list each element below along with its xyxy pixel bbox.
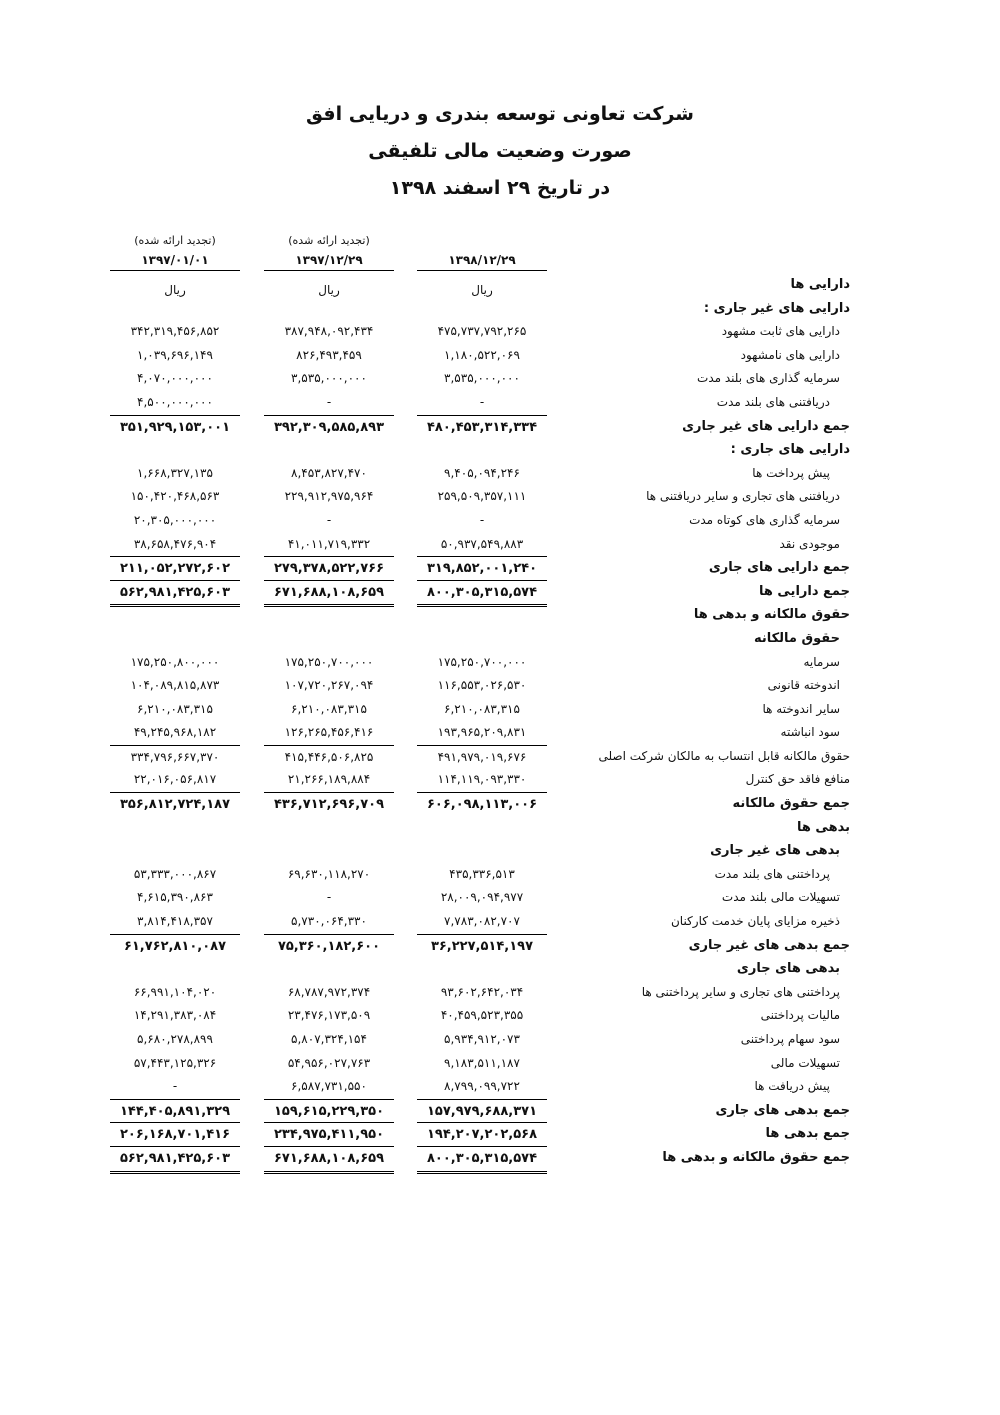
table-row (0, 1146, 1000, 1170)
column-date: ۱۳۹۷/۰۱/۰۱ (110, 250, 240, 271)
column-date: ۱۳۹۸/۱۲/۲۹ (417, 250, 547, 271)
row-value (110, 839, 240, 863)
table-row (0, 509, 1000, 533)
row-label: بدهی ها (797, 819, 850, 835)
row-value: ۲۲,۰۱۶,۰۵۶,۸۱۷ (133, 772, 217, 787)
row-label: جمع بدهی ها (765, 1126, 850, 1142)
table-row (0, 344, 1000, 368)
row-value: ۳۴۲,۳۱۹,۴۵۶,۸۵۲ (130, 324, 220, 339)
table-row (0, 1099, 1000, 1123)
row-value: - (326, 512, 332, 527)
row-value: ۳۸۷,۹۴۸,۰۹۲,۴۳۴ (284, 324, 374, 339)
row-label: سود سهام پرداختنی (740, 1032, 840, 1046)
row-value: ۲۰۶,۱۶۸,۷۰۱,۴۱۶ (110, 1122, 240, 1147)
table-row (0, 320, 1000, 344)
row-label: بدهی های جاری (736, 961, 840, 977)
statement-header (0, 96, 1000, 207)
row-value: ۴۱۵,۴۴۶,۵۰۶,۸۲۵ (264, 745, 394, 770)
row-value: ۲۱,۲۶۶,۱۸۹,۸۸۴ (287, 772, 371, 787)
row-value: ۳,۵۳۵,۰۰۰,۰۰۰ (291, 371, 367, 386)
row-value: ۳,۸۱۴,۴۱۸,۳۵۷ (137, 914, 213, 929)
row-value (417, 603, 547, 627)
row-value: ۹۳,۶۰۲,۶۴۲,۰۳۴ (440, 984, 524, 999)
row-value (264, 957, 394, 981)
row-value: ۶۷۱,۶۸۸,۱۰۸,۶۵۹ (264, 580, 394, 608)
row-value: ۲۱۱,۰۵۲,۲۷۲,۶۰۲ (110, 556, 240, 581)
row-value: ۳۹۲,۳۰۹,۵۸۵,۸۹۳ (264, 415, 394, 440)
row-label: پرداختنی های بلند مدت (714, 866, 830, 881)
table-row (0, 627, 1000, 651)
row-value: ۶,۵۸۷,۷۳۱,۵۵۰ (291, 1079, 367, 1094)
row-label: ذخیره مزایای پایان خدمت کارکنان (670, 914, 840, 929)
table-row (0, 1075, 1000, 1099)
table-row (0, 556, 1000, 580)
row-value: ۶۸,۷۸۷,۹۷۲,۳۷۴ (287, 984, 371, 999)
row-value: - (326, 394, 332, 409)
row-value: ۲۷۹,۳۷۸,۵۲۲,۷۶۶ (264, 556, 394, 581)
row-value: ۶,۲۱۰,۰۸۳,۳۱۵ (137, 701, 213, 716)
row-label: دارایی های غیر جاری : (703, 300, 850, 316)
row-value (110, 957, 240, 981)
row-label: حقوق مالکانه قابل انتساب به مالکان شرکت اصلی (598, 748, 850, 763)
row-value (417, 438, 547, 462)
row-value: ۳۳۴,۷۹۶,۶۶۷,۳۷۰ (110, 745, 240, 770)
row-value: ۴۸۰,۴۵۳,۳۱۴,۳۳۴ (417, 415, 547, 440)
table-row (0, 603, 1000, 627)
table-row (0, 698, 1000, 722)
row-value: ۱۱۶,۵۵۳,۰۲۶,۵۳۰ (437, 678, 527, 693)
row-value: ۵۳,۳۳۳,۰۰۰,۸۶۷ (133, 866, 217, 881)
row-value: ۱۴۴,۴۰۵,۸۹۱,۳۲۹ (110, 1099, 240, 1124)
table-row (0, 839, 1000, 863)
row-label: سود انباشته (780, 725, 840, 740)
table-row (0, 367, 1000, 391)
table-row (0, 533, 1000, 557)
row-label: اندوخته قانونی (767, 678, 840, 693)
row-value: ۴۳۵,۳۳۶,۵۱۳ (449, 866, 515, 881)
table-row (0, 957, 1000, 981)
row-value: ۵,۸۰۷,۳۲۴,۱۵۴ (291, 1032, 367, 1046)
table-body (0, 297, 1000, 1170)
section-heading-assets (0, 273, 1000, 297)
row-value: ۶,۲۱۰,۰۸۳,۳۱۵ (291, 701, 367, 716)
row-value: ۵,۹۳۴,۹۱۲,۰۷۳ (444, 1032, 520, 1046)
table-row (0, 816, 1000, 840)
row-value: ۷۵,۳۶۰,۱۸۲,۶۰۰ (264, 934, 394, 959)
table-row (0, 745, 1000, 769)
row-label: دارایی های جاری : (730, 442, 850, 458)
table-row (0, 580, 1000, 604)
table-row (0, 1028, 1000, 1052)
column-note: (تجدید ارائه شده) (134, 234, 216, 247)
row-value: ۲۳۴,۹۷۵,۴۱۱,۹۵۰ (264, 1122, 394, 1147)
row-value: ۴۱,۰۱۱,۷۱۹,۳۳۲ (287, 536, 371, 551)
table-row (0, 1122, 1000, 1146)
row-value (264, 297, 394, 321)
row-value: ۱۷۵,۲۵۰,۸۰۰,۰۰۰ (130, 654, 220, 669)
row-label: منافع فاقد حق کنترل (745, 772, 850, 787)
row-label: تسهیلات مالی (770, 1055, 840, 1070)
row-value: ۸,۷۹۹,۰۹۹,۷۲۲ (444, 1079, 520, 1094)
row-value: ۶۷۱,۶۸۸,۱۰۸,۶۵۹ (264, 1146, 394, 1174)
row-value (110, 297, 240, 321)
row-value: ۱۲۶,۲۶۵,۴۵۶,۴۱۶ (284, 725, 374, 740)
row-value (417, 839, 547, 863)
table-row (0, 910, 1000, 934)
row-value: ۶,۲۱۰,۰۸۳,۳۱۵ (444, 701, 520, 716)
column-note (417, 232, 547, 250)
row-label: دارایی های نامشهود (740, 347, 840, 362)
row-label: سرمایه (803, 654, 840, 669)
table-row (0, 863, 1000, 887)
row-value (417, 957, 547, 981)
row-label: سرمایه گذاری های کوتاه مدت (689, 512, 840, 527)
row-value: ۴,۰۷۰,۰۰۰,۰۰۰ (137, 371, 213, 386)
row-value: ۸۰۰,۳۰۵,۳۱۵,۵۷۴ (417, 1146, 547, 1174)
row-value (110, 816, 240, 840)
row-value: ۳,۵۳۵,۰۰۰,۰۰۰ (444, 371, 520, 386)
row-value (264, 816, 394, 840)
row-value: ۱۵۷,۹۷۹,۶۸۸,۳۷۱ (417, 1099, 547, 1124)
row-value: ۳۱۹,۸۵۲,۰۰۱,۲۴۰ (417, 556, 547, 581)
row-value (417, 816, 547, 840)
row-label: سایر اندوخته ها (762, 701, 840, 716)
column-currency: ریال (318, 283, 340, 297)
row-value: ۴۰,۴۵۹,۵۲۳,۳۵۵ (440, 1008, 524, 1023)
table-row (0, 981, 1000, 1005)
row-value: ۸۰۰,۳۰۵,۳۱۵,۵۷۴ (417, 580, 547, 608)
table-row (0, 886, 1000, 910)
row-value: ۴۷۵,۷۳۷,۷۹۲,۲۶۵ (437, 324, 527, 339)
table-row (0, 297, 1000, 321)
row-value: ۱۷۵,۲۵۰,۷۰۰,۰۰۰ (284, 654, 374, 669)
row-value: ۶۱,۷۶۲,۸۱۰,۰۸۷ (110, 934, 240, 959)
table-row (0, 768, 1000, 792)
table-row (0, 1052, 1000, 1076)
row-value (264, 839, 394, 863)
row-value: ۵,۶۸۰,۲۷۸,۸۹۹ (137, 1032, 213, 1046)
row-value: - (326, 890, 332, 905)
row-value: ۳۸,۶۵۸,۴۷۶,۹۰۴ (133, 536, 217, 551)
row-value: ۲۲۹,۹۱۲,۹۷۵,۹۶۴ (284, 489, 374, 504)
row-value: ۹,۴۰۵,۰۹۴,۲۴۶ (444, 465, 520, 480)
row-value: ۶۰۶,۰۹۸,۱۱۳,۰۰۶ (417, 792, 547, 817)
row-value: ۱۹۳,۹۶۵,۲۰۹,۸۳۱ (437, 725, 527, 740)
row-value: ۵۶۲,۹۸۱,۴۲۵,۶۰۳ (110, 1146, 240, 1174)
table-row (0, 792, 1000, 816)
row-label: دریافتنی های تجاری و سایر دریافتنی ها (646, 489, 840, 504)
row-value: ۱,۶۶۸,۳۲۷,۱۳۵ (137, 465, 213, 480)
row-value: ۱۷۵,۲۵۰,۷۰۰,۰۰۰ (437, 654, 527, 669)
row-value: ۴,۵۰۰,۰۰۰,۰۰۰ (137, 394, 213, 409)
row-value: ۳۶,۲۲۷,۵۱۴,۱۹۷ (417, 934, 547, 959)
row-value: ۲۳,۴۷۶,۱۷۳,۵۰۹ (287, 1008, 371, 1023)
row-value: ۵۶۲,۹۸۱,۴۲۵,۶۰۳ (110, 580, 240, 608)
table-row (0, 934, 1000, 958)
table-row (0, 721, 1000, 745)
row-value: ۸۲۶,۴۹۳,۴۵۹ (296, 347, 362, 362)
column-currency: ریال (471, 283, 493, 297)
row-value: ۴۹,۲۴۵,۹۶۸,۱۸۲ (133, 725, 217, 740)
row-label: تسهیلات مالی بلند مدت (721, 890, 840, 905)
row-value: - (479, 394, 485, 409)
row-label: جمع حقوق مالکانه و بدهی ها (662, 1149, 850, 1165)
row-label: جمع دارایی های جاری (708, 560, 850, 576)
row-label: جمع دارایی های غیر جاری (682, 418, 850, 434)
statement-title: صورت وضعیت مالی تلفیقی (368, 140, 632, 162)
table-row (0, 485, 1000, 509)
row-label: موجودی نقد (779, 536, 840, 551)
row-label: جمع دارایی ها (758, 583, 850, 599)
row-value: - (479, 512, 485, 527)
row-value (417, 627, 547, 651)
row-value: ۱,۰۳۹,۶۹۶,۱۴۹ (137, 347, 213, 362)
row-value: ۴۳۶,۷۱۲,۶۹۶,۷۰۹ (264, 792, 394, 817)
row-value: ۱۵۹,۶۱۵,۲۲۹,۳۵۰ (264, 1099, 394, 1124)
row-value (110, 627, 240, 651)
column-note: (تجدید ارائه شده) (288, 234, 370, 247)
row-value: ۴,۶۱۵,۳۹۰,۸۶۳ (137, 890, 213, 905)
statement-date: در تاریخ ۲۹ اسفند ۱۳۹۸ (389, 177, 611, 199)
row-value: ۶۹,۶۳۰,۱۱۸,۲۷۰ (287, 866, 371, 881)
row-value: ۱۹۴,۲۰۷,۲۰۲,۵۶۸ (417, 1122, 547, 1147)
row-value (264, 603, 394, 627)
table-row (0, 391, 1000, 415)
table-row (0, 415, 1000, 439)
row-value: ۳۵۶,۸۱۲,۷۲۴,۱۸۷ (110, 792, 240, 817)
row-value: ۷,۷۸۳,۰۸۲,۷۰۷ (444, 914, 520, 929)
company-name: شرکت تعاونی توسعه بندری و دریایی افق (306, 103, 694, 125)
row-value (264, 627, 394, 651)
row-label: بدهی های غیر جاری (710, 843, 840, 859)
row-label: جمع حقوق مالکانه (732, 796, 850, 812)
table-row (0, 438, 1000, 462)
row-label: دریافتنی های بلند مدت (716, 394, 830, 409)
row-value (110, 603, 240, 627)
row-value: ۵۰,۹۳۷,۵۴۹,۸۸۳ (440, 536, 524, 551)
row-label: پیش پرداخت ها (752, 465, 830, 480)
row-value (110, 438, 240, 462)
row-value: ۳۵۱,۹۲۹,۱۵۳,۰۰۱ (110, 415, 240, 440)
balance-sheet-table (0, 273, 1000, 1170)
row-value: ۹,۱۸۳,۵۱۱,۱۸۷ (444, 1055, 520, 1070)
row-value: ۱۴,۲۹۱,۳۸۳,۰۸۴ (133, 1008, 217, 1023)
row-label: جمع بدهی های جاری (715, 1102, 850, 1118)
row-value: ۶۶,۹۹۱,۱۰۴,۰۲۰ (133, 984, 217, 999)
row-value (264, 438, 394, 462)
row-value: ۵,۷۳۰,۰۶۴,۳۳۰ (291, 914, 367, 929)
row-value: ۱۰۷,۷۲۰,۲۶۷,۰۹۴ (284, 678, 374, 693)
table-row (0, 1004, 1000, 1028)
row-label: مالیات پرداختنی (760, 1008, 840, 1023)
table-row (0, 674, 1000, 698)
row-value: - (172, 1079, 178, 1094)
column-date: ۱۳۹۷/۱۲/۲۹ (264, 250, 394, 271)
row-value (417, 297, 547, 321)
row-value: ۵۷,۴۴۳,۱۲۵,۳۲۶ (133, 1055, 217, 1070)
row-value: ۵۴,۹۵۶,۰۲۷,۷۶۳ (287, 1055, 371, 1070)
row-value: ۱,۱۸۰,۵۲۲,۰۶۹ (444, 347, 520, 362)
row-value: ۲۰,۳۰۵,۰۰۰,۰۰۰ (133, 512, 217, 527)
row-label: دارایی های ثابت مشهود (721, 324, 840, 339)
row-label: جمع بدهی های غیر جاری (688, 937, 850, 953)
table-row (0, 651, 1000, 675)
table-row (0, 462, 1000, 486)
row-value: ۲۵۹,۵۰۹,۳۵۷,۱۱۱ (437, 489, 527, 504)
row-value: ۱۰۴,۰۸۹,۸۱۵,۸۷۳ (130, 678, 220, 693)
row-label: دارایی ها (790, 277, 850, 292)
row-value: ۴۹۱,۹۷۹,۰۱۹,۶۷۶ (417, 745, 547, 770)
row-value: ۱۵۰,۴۲۰,۴۶۸,۵۶۳ (130, 489, 220, 504)
row-label: حقوق مالکانه و بدهی ها (693, 607, 850, 623)
row-value: ۲۸,۰۰۹,۰۹۴,۹۷۷ (440, 890, 524, 905)
row-label: سرمایه گذاری های بلند مدت (697, 371, 840, 386)
row-label: پیش دریافت ها (754, 1079, 830, 1094)
column-currency: ریال (164, 283, 186, 297)
row-label: حقوق مالکانه (753, 630, 840, 646)
row-label: پرداختنی های تجاری و سایر پرداختنی ها (641, 984, 840, 999)
row-value: ۱۱۴,۱۱۹,۰۹۳,۳۳۰ (437, 772, 527, 787)
row-value: ۸,۴۵۳,۸۲۷,۴۷۰ (291, 465, 367, 480)
